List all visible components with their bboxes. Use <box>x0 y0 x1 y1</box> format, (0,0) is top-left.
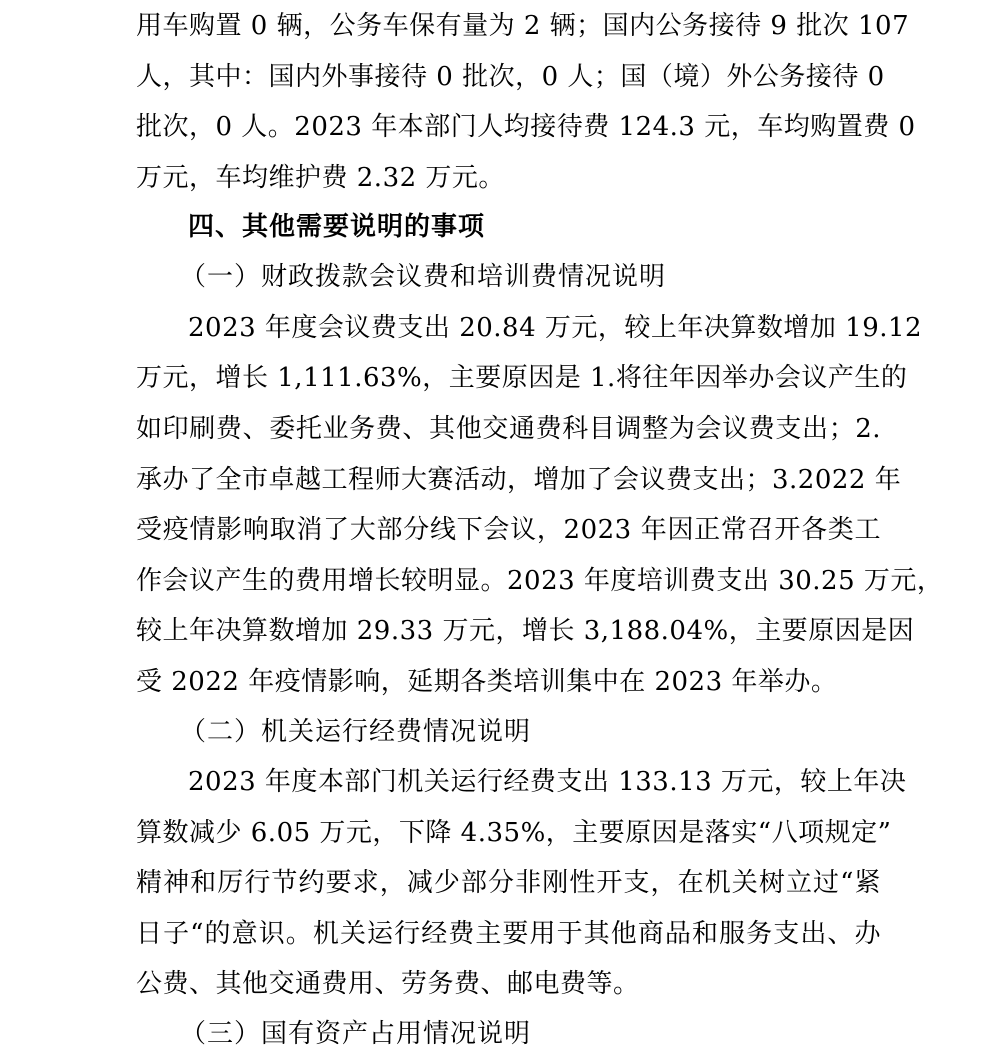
sub1-line-3: 如印刷费、委托业务费、其他交通费科目调整为会议费支出；2. <box>136 414 881 444</box>
intro-line-1: 用车购置 0 辆，公务车保有量为 2 辆；国内公务接待 9 批次 107 <box>136 11 910 41</box>
sub2-line-1: 2023 年度本部门机关运行经费支出 133.13 万元，较上年决 <box>188 767 907 797</box>
intro-line-3: 批次，0 人。2023 年本部门人均接待费 124.3 元，车均购置费 0 <box>136 112 916 142</box>
sub2-line-2: 算数减少 6.05 万元，下降 4.35%，主要原因是落实“八项规定” <box>136 818 892 848</box>
subsection-heading-2: （二）机关运行经费情况说明 <box>180 717 532 747</box>
sub1-line-1: 2023 年度会议费支出 20.84 万元，较上年决算数增加 19.12 <box>188 313 923 343</box>
subsection-heading-3: （三）国有资产占用情况说明 <box>180 1019 532 1049</box>
section-heading-4: 四、其他需要说明的事项 <box>188 212 486 242</box>
sub2-line-4: 日子“的意识。机关运行经费主要用于其他商品和服务支出、办 <box>136 919 881 949</box>
sub1-line-2: 万元，增长 1,111.63%，主要原因是 1.将往年因举办会议产生的 <box>136 363 908 393</box>
sub1-line-6: 作会议产生的费用增长较明显。2023 年度培训费支出 30.25 万元， <box>136 566 944 596</box>
sub1-line-7: 较上年决算数增加 29.33 万元，增长 3,188.04%，主要原因是因 <box>136 616 915 646</box>
sub2-line-3: 精神和厉行节约要求，减少部分非刚性开支，在机关树立过“紧 <box>136 868 881 898</box>
sub2-line-5: 公费、其他交通费用、劳务费、邮电费等。 <box>136 969 640 999</box>
subsection-heading-1: （一）财政拨款会议费和培训费情况说明 <box>180 262 667 292</box>
sub1-line-8: 受 2022 年疫情影响，延期各类培训集中在 2023 年举办。 <box>136 667 838 697</box>
sub1-line-4: 承办了全市卓越工程师大赛活动，增加了会议费支出；3.2022 年 <box>136 465 902 495</box>
intro-line-4: 万元，车均维护费 2.32 万元。 <box>136 163 505 193</box>
sub1-line-5: 受疫情影响取消了大部分线下会议，2023 年因正常召开各类工 <box>136 515 881 545</box>
intro-line-2: 人，其中：国内外事接待 0 批次，0 人；国（境）外公务接待 0 <box>136 62 885 92</box>
